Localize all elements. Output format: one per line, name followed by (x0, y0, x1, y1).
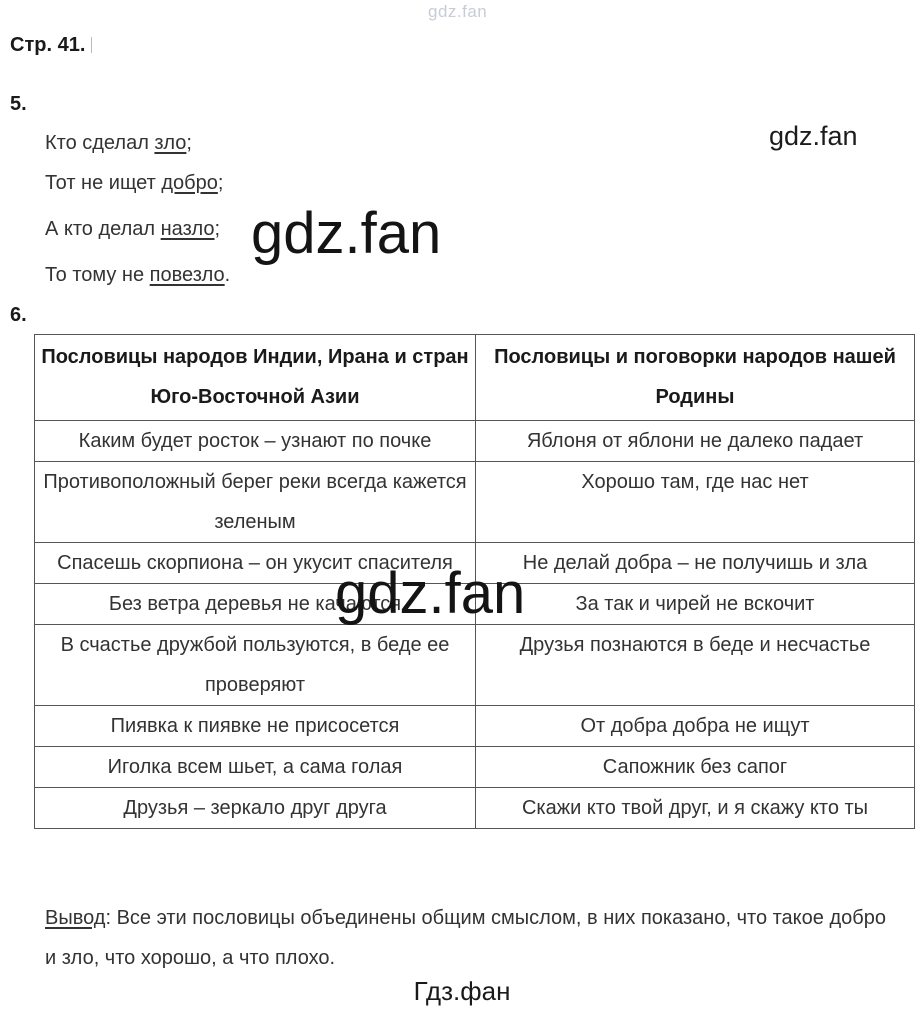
task-5-number: 5. (10, 93, 27, 115)
conclusion-text: : Все эти пословицы объединены общим смыслом, в них показано, что такое добро и зло, что хорошо, а что плохо. (45, 907, 886, 969)
page-reference-label: Стр. 41. (10, 34, 86, 56)
cell-asian: Каким будет росток – узнают по почке (35, 421, 476, 462)
page-reference (10, 34, 92, 57)
conclusion-paragraph (45, 898, 895, 978)
poem-line-2 (45, 172, 223, 195)
cell-native: За так и чирей не вскочит (476, 584, 915, 625)
task-6-number: 6. (10, 304, 27, 326)
cell-asian: Противоположный берег реки всегда кажется зеленым (35, 462, 476, 543)
poem-line-1-punct: ; (186, 132, 192, 154)
cell-asian: Друзья – зеркало друг друга (35, 788, 476, 829)
cell-asian: Иголка всем шьет, а сама голая (35, 747, 476, 788)
cell-native: Скажи кто твой друг, и я скажу кто ты (476, 788, 915, 829)
table-row (35, 625, 915, 706)
poem-line-1-text: Кто сделал (45, 132, 155, 154)
poem-line-1-underlined-word: зло (154, 132, 187, 154)
poem-line-2-punct: ; (217, 172, 224, 194)
cell-native: Друзья познаются в беде и несчастье (476, 625, 915, 706)
poem-line-3 (45, 218, 220, 241)
cell-native: Яблоня от яблони не далеко падает (476, 421, 915, 462)
table-header-row (35, 335, 915, 421)
table-row (35, 462, 915, 543)
cell-asian: Пиявка к пиявке не присосется (35, 706, 476, 747)
cell-native: От добра добра не ищут (476, 706, 915, 747)
cell-asian: Спасешь скорпиона – он укусит спасителя (35, 543, 476, 584)
text-cursor (91, 37, 92, 53)
poem-line-4-underlined-word: повезло (149, 264, 225, 286)
conclusion-label: Вывод (45, 907, 106, 929)
poem-line-3-underlined-word: назло (160, 218, 215, 240)
cell-native: Сапожник без сапог (476, 747, 915, 788)
cell-asian: В счастье дружбой пользуются, в беде ее проверяют (35, 625, 476, 706)
watermark-right: gdz.fan (769, 121, 858, 151)
cell-native: Не делай добра – не получишь и зла (476, 543, 915, 584)
table-row (35, 421, 915, 462)
poem-line-2-text: Тот не ищет (45, 172, 162, 194)
poem-line-2-underlined-word: добро (161, 172, 218, 194)
poem-line-4-punct: . (224, 264, 231, 286)
table-row (35, 788, 915, 829)
table-row (35, 747, 915, 788)
cell-asian: Без ветра деревья не качаются (35, 584, 476, 625)
poem-line-3-text: А кто делал (45, 218, 161, 240)
poem-line-4 (45, 264, 230, 287)
poem-line-4-text: То тому не (45, 264, 150, 286)
watermark-center-1: gdz.fan (251, 201, 442, 266)
poem-line-3-punct: ; (214, 218, 221, 240)
watermark-center-2: gdz.fan (335, 561, 526, 626)
table-row (35, 706, 915, 747)
header-asian-proverbs: Пословицы народов Индии, Ирана и стран Юго-Восточной Азии (35, 335, 476, 421)
footer-watermark: Гдз.фан (413, 976, 511, 1006)
header-native-proverbs: Пословицы и поговорки народов нашей Родины (476, 335, 915, 421)
cell-native: Хорошо там, где нас нет (476, 462, 915, 543)
watermark-top: gdz.fan (428, 2, 488, 21)
poem-line-1 (45, 132, 192, 155)
